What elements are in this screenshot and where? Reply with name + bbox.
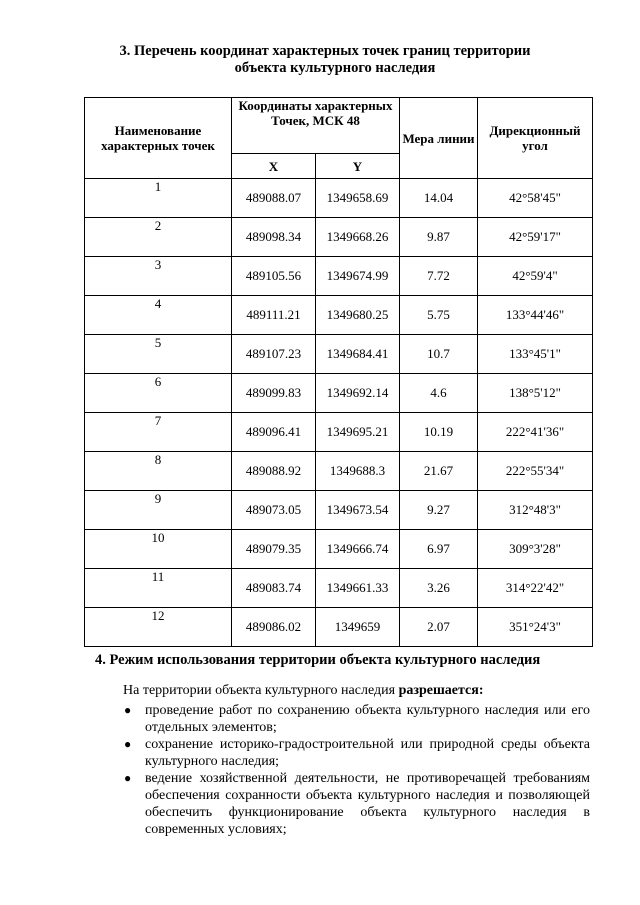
y-coordinate-cell: 1349673.54: [316, 491, 400, 530]
line-measure-cell: 9.27: [400, 491, 478, 530]
point-number-cell: 6: [85, 374, 232, 413]
point-number-cell: 3: [85, 257, 232, 296]
point-number-cell: 5: [85, 335, 232, 374]
line-measure-cell: 14.04: [400, 179, 478, 218]
table-row: [85, 530, 593, 569]
x-coordinate-cell: 489098.34: [232, 218, 316, 257]
header-point-name: Наименование характерных точек: [85, 98, 232, 179]
coordinates-table: [84, 97, 593, 647]
direction-angle-cell: 42°58'45": [478, 179, 593, 218]
y-coordinate-cell: 1349680.25: [316, 296, 400, 335]
point-number-cell: 2: [85, 218, 232, 257]
point-number-cell: 7: [85, 413, 232, 452]
x-coordinate-cell: 489111.21: [232, 296, 316, 335]
list-item-text: проведение работ по сохранению объекта культурного наследия или его отдельных элементов;: [145, 703, 590, 735]
y-coordinate-cell: 1349668.26: [316, 218, 400, 257]
x-coordinate-cell: 489073.05: [232, 491, 316, 530]
table-row: [85, 296, 593, 335]
table-row: [85, 218, 593, 257]
x-coordinate-cell: 489086.02: [232, 608, 316, 647]
line-measure-cell: 21.67: [400, 452, 478, 491]
table-row: [85, 491, 593, 530]
section-3-title-line2: объекта культурного наследия: [234, 60, 436, 76]
line-measure-cell: 9.87: [400, 218, 478, 257]
section-4-title: 4. Режим использования территории объекта культурного наследия: [95, 652, 541, 668]
y-coordinate-cell: 1349674.99: [316, 257, 400, 296]
table-row: [85, 452, 593, 491]
table-row: [85, 608, 593, 647]
table-row: [85, 257, 593, 296]
direction-angle-cell: 222°55'34": [478, 452, 593, 491]
direction-angle-cell: 42°59'17": [478, 218, 593, 257]
line-measure-cell: 4.6: [400, 374, 478, 413]
point-number-cell: 1: [85, 179, 232, 218]
direction-angle-cell: 314°22'42": [478, 569, 593, 608]
bullet-icon: ●: [124, 771, 132, 785]
x-coordinate-cell: 489096.41: [232, 413, 316, 452]
point-number-cell: 9: [85, 491, 232, 530]
y-coordinate-cell: 1349684.41: [316, 335, 400, 374]
y-coordinate-cell: 1349661.33: [316, 569, 400, 608]
point-number-cell: 11: [85, 569, 232, 608]
line-measure-cell: 2.07: [400, 608, 478, 647]
section-4-intro-bold: разрешается:: [398, 683, 484, 698]
y-coordinate-cell: 1349692.14: [316, 374, 400, 413]
line-measure-cell: 5.75: [400, 296, 478, 335]
x-coordinate-cell: 489088.07: [232, 179, 316, 218]
header-coordinates: Координаты характерных Точек, МСК 48: [232, 98, 400, 154]
direction-angle-cell: 42°59'4": [478, 257, 593, 296]
x-coordinate-cell: 489107.23: [232, 335, 316, 374]
point-number-cell: 4: [85, 296, 232, 335]
table-row: [85, 179, 593, 218]
x-coordinate-cell: 489088.92: [232, 452, 316, 491]
direction-angle-cell: 309°3'28": [478, 530, 593, 569]
list-item-text: ведение хозяйственной деятельности, не противоречащей требованиям обеспечения сохранности объекта культурного наследия и позволяющей обеспечить функционирование объекта культурного наследия в современных условиях;: [145, 771, 590, 837]
header-line-measure: Мера линии: [400, 98, 478, 179]
line-measure-cell: 7.72: [400, 257, 478, 296]
y-coordinate-cell: 1349695.21: [316, 413, 400, 452]
header-direction-angle: Дирекционный угол: [478, 98, 593, 179]
x-coordinate-cell: 489105.56: [232, 257, 316, 296]
y-coordinate-cell: 1349659: [316, 608, 400, 647]
direction-angle-cell: 133°45'1": [478, 335, 593, 374]
direction-angle-cell: 222°41'36": [478, 413, 593, 452]
table-row: [85, 569, 593, 608]
list-item: [120, 736, 590, 770]
x-coordinate-cell: 489079.35: [232, 530, 316, 569]
table-row: [85, 374, 593, 413]
direction-angle-cell: 133°44'46": [478, 296, 593, 335]
header-x: X: [232, 154, 316, 179]
x-coordinate-cell: 489083.74: [232, 569, 316, 608]
permitted-activities-list: [120, 702, 590, 838]
bullet-icon: ●: [124, 737, 132, 751]
section-4-intro: [123, 683, 484, 699]
direction-angle-cell: 351°24'3": [478, 608, 593, 647]
y-coordinate-cell: 1349688.3: [316, 452, 400, 491]
point-number-cell: 12: [85, 608, 232, 647]
section-3-title-line1: 3. Перечень координат характерных точек границ территории: [119, 43, 531, 59]
y-coordinate-cell: 1349666.74: [316, 530, 400, 569]
line-measure-cell: 10.7: [400, 335, 478, 374]
table-row: [85, 413, 593, 452]
line-measure-cell: 3.26: [400, 569, 478, 608]
list-item: [120, 770, 590, 838]
line-measure-cell: 10.19: [400, 413, 478, 452]
line-measure-cell: 6.97: [400, 530, 478, 569]
point-number-cell: 8: [85, 452, 232, 491]
point-number-cell: 10: [85, 530, 232, 569]
header-y: Y: [316, 154, 400, 179]
bullet-icon: ●: [124, 703, 132, 717]
y-coordinate-cell: 1349658.69: [316, 179, 400, 218]
table-row: [85, 335, 593, 374]
section-4-intro-text: На территории объекта культурного наследия: [123, 683, 399, 698]
list-item: [120, 702, 590, 736]
section-3-title: [90, 43, 560, 77]
direction-angle-cell: 312°48'3": [478, 491, 593, 530]
list-item-text: сохранение историко-градостроительной или природной среды объекта культурного наследия;: [145, 737, 590, 769]
direction-angle-cell: 138°5'12": [478, 374, 593, 413]
x-coordinate-cell: 489099.83: [232, 374, 316, 413]
